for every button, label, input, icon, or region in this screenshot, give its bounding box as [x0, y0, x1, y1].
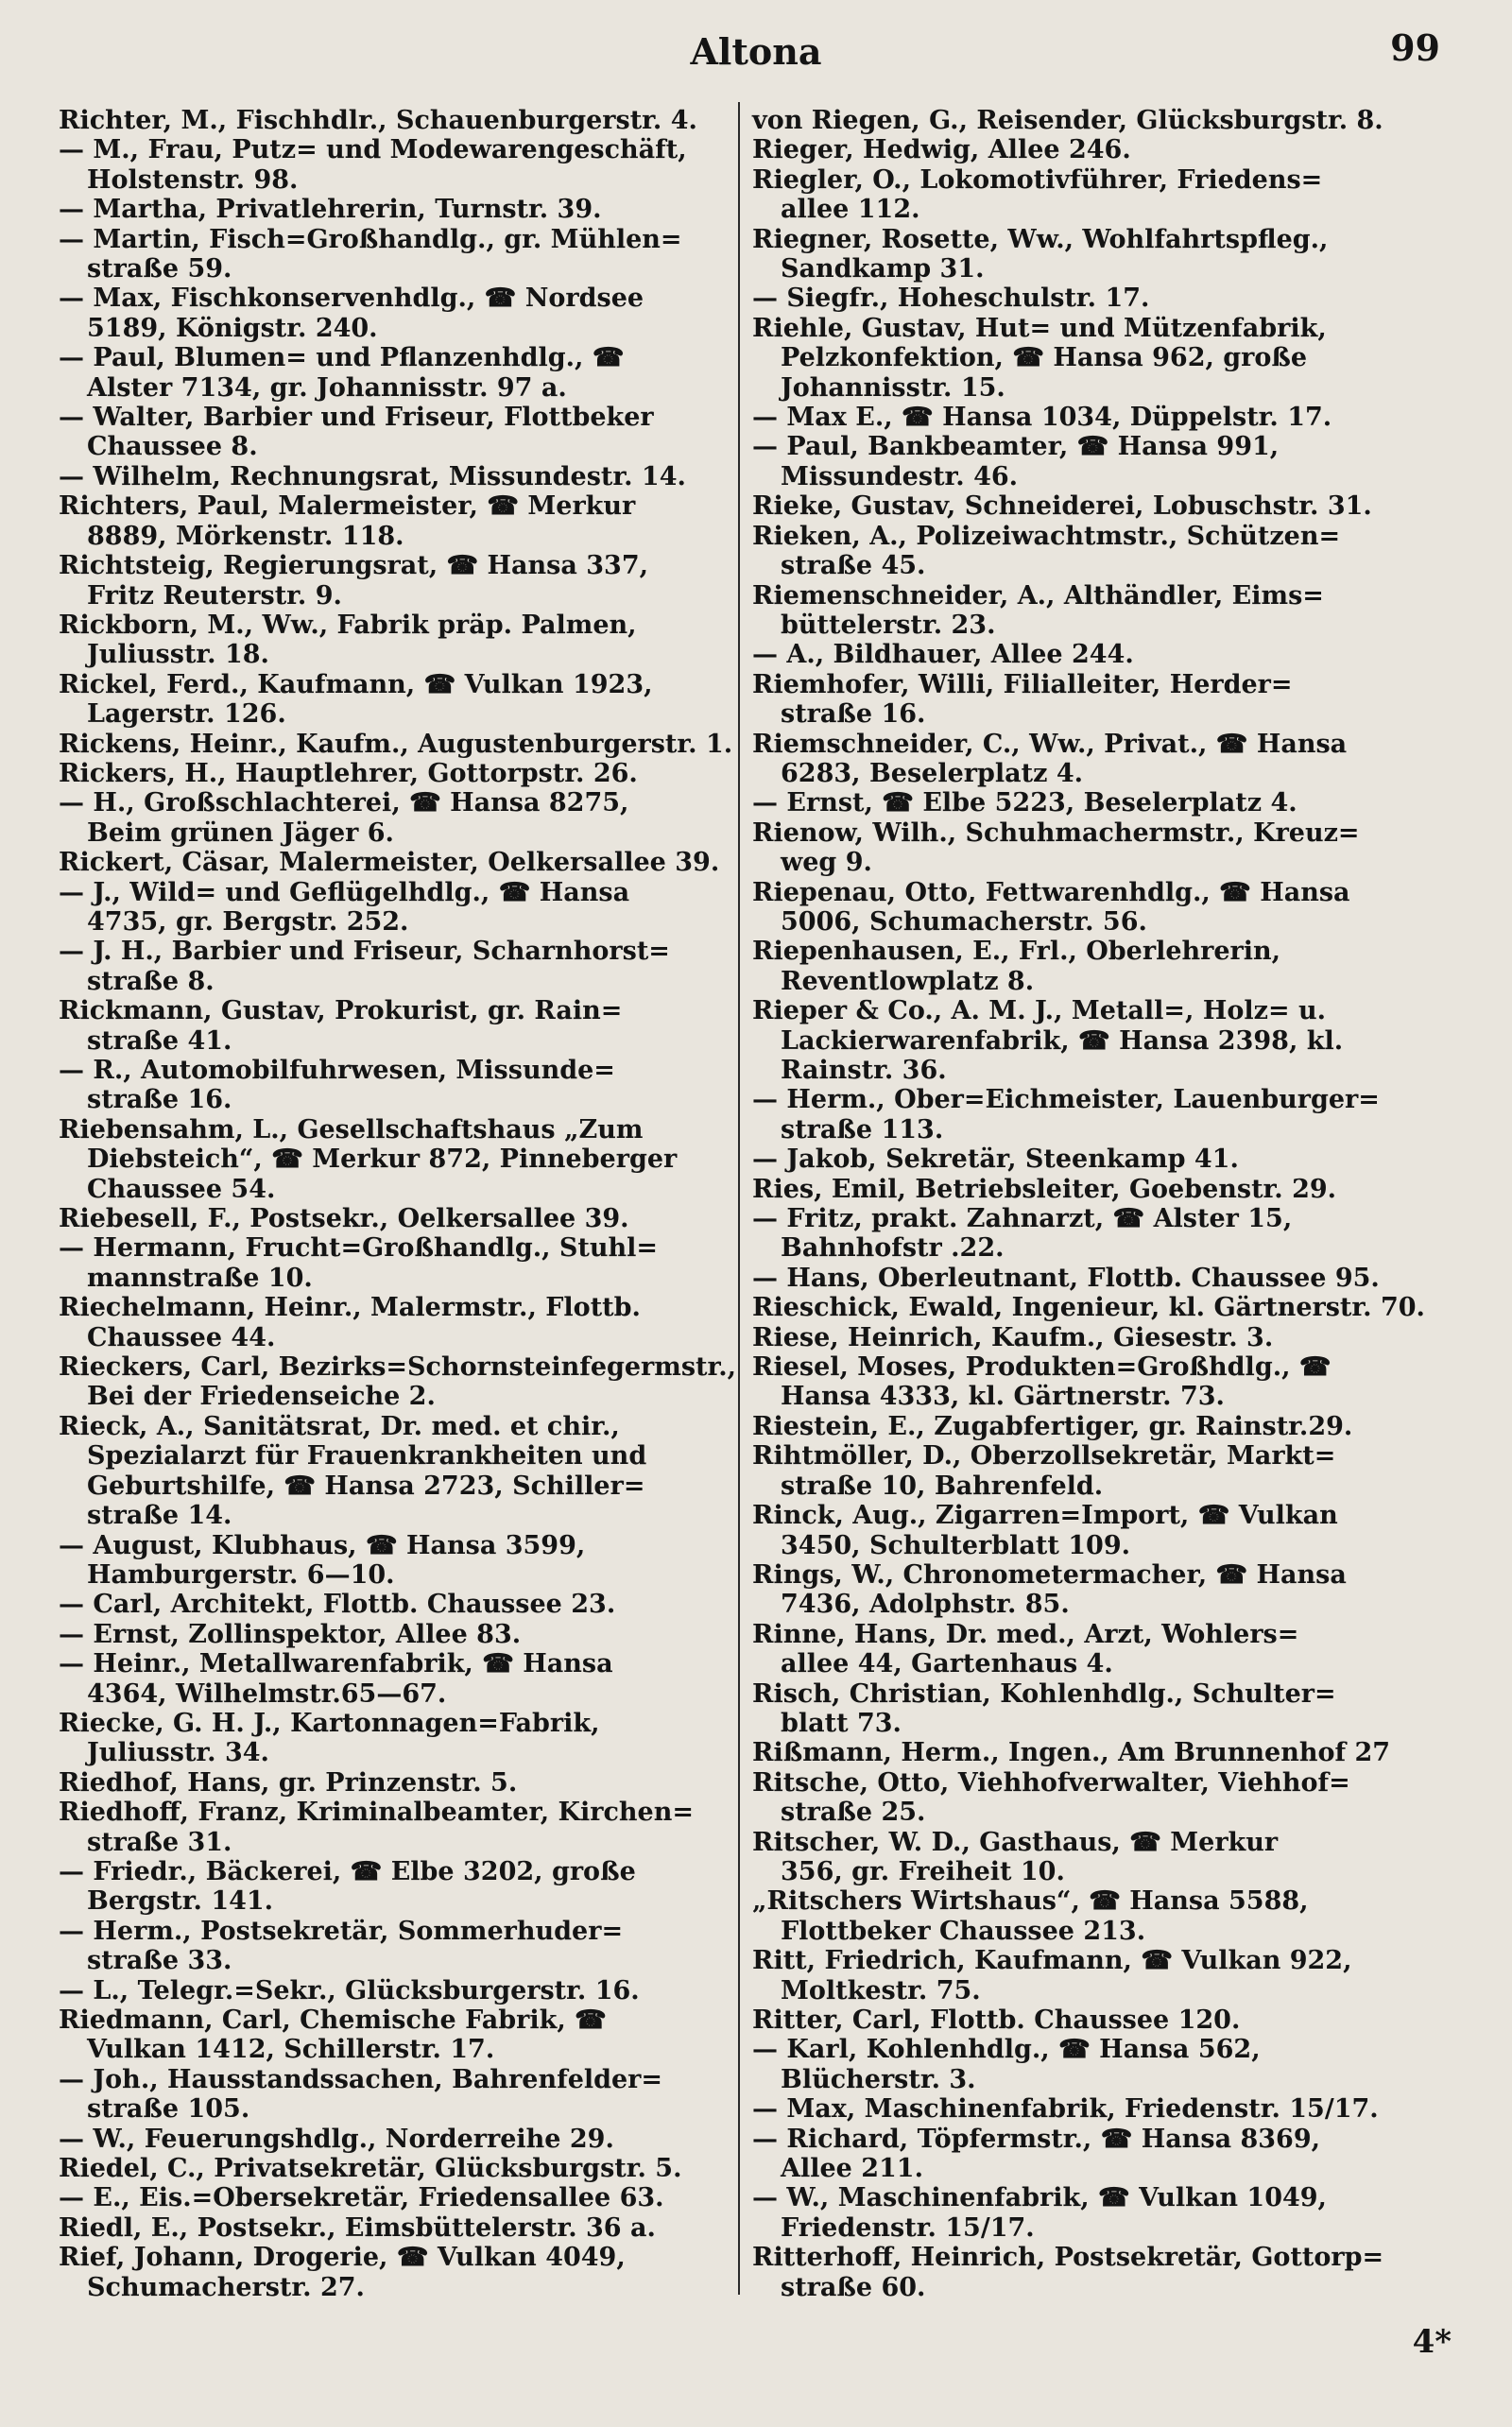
- entry-line: — W., Maschinenfabrik, ☎ Vulkan 1049,: [752, 2183, 1327, 2213]
- entry-line: straße 45.: [781, 551, 926, 581]
- entry-line: — Jakob, Sekretär, Steenkamp 41.: [752, 1145, 1239, 1175]
- directory-entry: [752, 1085, 1419, 1145]
- entry-line: Lagerstr. 126.: [87, 699, 286, 730]
- entry-line: Ritter, Carl, Flottb. Chaussee 120.: [752, 2005, 1241, 2035]
- entry-line: — H., Großschlachterei, ☎ Hansa 8275,: [59, 788, 629, 818]
- entry-line: — Richard, Töpfermstr., ☎ Hansa 8369,: [752, 2124, 1321, 2154]
- entry-line: Chaussee 44.: [87, 1322, 276, 1352]
- entry-line: straße 10, Bahrenfeld.: [781, 1471, 1104, 1501]
- entry-line: Bahnhofstr .22.: [781, 1233, 1005, 1264]
- directory-entry: [59, 937, 720, 996]
- entry-line: Diebsteich“, ☎ Merkur 872, Pinneberger: [87, 1145, 678, 1175]
- entry-line: Rickel, Ferd., Kaufmann, ☎ Vulkan 1923,: [59, 669, 653, 699]
- entry-line: Rihtmöller, D., Oberzollsekretär, Markt=: [752, 1441, 1336, 1472]
- directory-entry: [59, 1798, 720, 1857]
- directory-entry: [752, 996, 1419, 1085]
- directory-entry: [752, 1204, 1419, 1264]
- entry-line: Rienow, Wilh., Schuhmachermstr., Kreuz=: [752, 818, 1360, 848]
- entry-line: Rieschick, Ewald, Ingenieur, kl. Gärtnerstr. 70.: [752, 1293, 1425, 1323]
- entry-line: Fritz Reuterstr. 9.: [87, 580, 342, 611]
- directory-entry: [752, 2035, 1419, 2094]
- entry-line: — Paul, Bankbeamter, ☎ Hansa 991,: [752, 432, 1280, 462]
- directory-entry: [752, 1560, 1419, 1620]
- entry-line: — Karl, Kohlenhdlg., ☎ Hansa 562,: [752, 2035, 1261, 2065]
- directory-entry: [59, 2213, 720, 2243]
- entry-line: blatt 73.: [781, 1708, 902, 1738]
- entry-line: Ries, Emil, Betriebsleiter, Goebenstr. 29.: [752, 1174, 1337, 1204]
- entry-line: Riepenau, Otto, Fettwarenhdlg., ☎ Hansa: [752, 877, 1350, 907]
- entry-line: — Max, Maschinenfabrik, Friedenstr. 15/17.: [752, 2094, 1379, 2125]
- entry-line: Rieper & Co., A. M. J., Metall=, Holz= u.: [752, 996, 1326, 1026]
- entry-line: Hamburgerstr. 6—10.: [87, 1559, 395, 1590]
- directory-entry: [752, 788, 1419, 818]
- entry-line: Lackierwarenfabrik, ☎ Hansa 2398, kl.: [781, 1025, 1344, 1056]
- directory-entry: [59, 551, 720, 611]
- entry-line: — A., Bildhauer, Allee 244.: [752, 640, 1134, 670]
- entry-line: 4735, gr. Bergstr. 252.: [87, 906, 409, 937]
- entry-line: — Martin, Fisch=Großhandlg., gr. Mühlen=: [59, 224, 682, 254]
- column-divider: [738, 102, 740, 2295]
- entry-line: Spezialarzt für Frauenkrankheiten und: [87, 1441, 647, 1472]
- entry-line: — W., Feuerungshdlg., Norderreihe 29.: [59, 2124, 614, 2154]
- directory-entry: [752, 730, 1419, 789]
- entry-line: 6283, Beselerplatz 4.: [781, 758, 1084, 788]
- directory-entry: [59, 759, 720, 788]
- entry-line: Rinne, Hans, Dr. med., Arzt, Wohlers=: [752, 1619, 1299, 1649]
- entry-line: Ritsche, Otto, Viehhofverwalter, Viehhof=: [752, 1767, 1350, 1798]
- directory-entry: [59, 1352, 737, 1412]
- directory-entry: [59, 1115, 720, 1204]
- entry-line: — Herm., Ober=Eichmeister, Lauenburger=: [752, 1085, 1380, 1115]
- entry-line: 5006, Schumacherstr. 56.: [781, 906, 1147, 937]
- entry-line: Pelzkonfektion, ☎ Hansa 962, große: [781, 343, 1308, 373]
- entry-line: — Carl, Architekt, Flottb. Chaussee 23.: [59, 1590, 616, 1620]
- directory-entry: [59, 403, 720, 462]
- directory-entry: [59, 462, 720, 491]
- entry-line: Ritt, Friedrich, Kaufmann, ☎ Vulkan 922,: [752, 1946, 1352, 1976]
- entry-line: Juliusstr. 34.: [87, 1738, 269, 1768]
- entry-line: Richter, M., Fischhdlr., Schauenburgerstr. 4.: [59, 106, 697, 135]
- entry-line: — Max, Fischkonservenhdlg., ☎ Nordsee: [59, 284, 644, 314]
- entry-line: — Martha, Privatlehrerin, Turnstr. 39.: [59, 195, 602, 225]
- entry-line: Riesel, Moses, Produkten=Großhdlg., ☎: [752, 1352, 1332, 1383]
- directory-entry: [59, 1204, 720, 1233]
- entry-line: — J. H., Barbier und Friseur, Scharnhorst=: [59, 937, 670, 967]
- directory-entry: [59, 135, 720, 195]
- entry-line: Rickers, H., Hauptlehrer, Gottorpstr. 26.: [59, 758, 638, 788]
- directory-entry: [752, 106, 1419, 135]
- entry-line: allee 112.: [781, 195, 920, 225]
- entry-line: Riedl, E., Postsekr., Eimsbüttelerstr. 36 a.: [59, 2212, 656, 2243]
- directory-entry: [752, 2183, 1419, 2243]
- entry-line: Richtsteig, Regierungsrat, ☎ Hansa 337,: [59, 551, 649, 581]
- entry-line: Missundestr. 46.: [781, 461, 1019, 491]
- entry-line: Moltkestr. 75.: [781, 1975, 981, 2005]
- entry-line: Riecke, G. H. J., Kartonnagen=Fabrik,: [59, 1708, 600, 1738]
- entry-line: Rißmann, Herm., Ingen., Am Brunnenhof 27: [752, 1738, 1391, 1768]
- directory-entry: [59, 611, 720, 670]
- directory-entry: [59, 996, 720, 1056]
- entry-line: — Joh., Hausstandssachen, Bahrenfelder=: [59, 2064, 663, 2094]
- directory-entry: [752, 818, 1419, 878]
- entry-line: Reventlowplatz 8.: [781, 966, 1035, 996]
- directory-entry: [752, 432, 1419, 491]
- directory-entry: [752, 2005, 1419, 2035]
- entry-line: — Herm., Postsekretär, Sommerhuder=: [59, 1916, 624, 1946]
- entry-line: — Heinr., Metallwarenfabrik, ☎ Hansa: [59, 1649, 613, 1679]
- directory-entry: [752, 1620, 1419, 1679]
- entry-line: Friedenstr. 15/17.: [781, 2212, 1035, 2243]
- directory-entry: [752, 2094, 1419, 2124]
- entry-line: straße 25.: [781, 1798, 926, 1828]
- directory-entry: [59, 1709, 720, 1768]
- directory-entry: [59, 2183, 720, 2212]
- entry-line: Riegner, Rosette, Ww., Wohlfahrtspfleg.,: [752, 224, 1329, 254]
- entry-line: Rings, W., Chronometermacher, ☎ Hansa: [752, 1559, 1347, 1590]
- entry-line: Riepenhausen, E., Frl., Oberlehrerin,: [752, 937, 1281, 967]
- entry-line: Rickert, Cäsar, Malermeister, Oelkersallee 39.: [59, 848, 720, 878]
- entry-line: straße 41.: [87, 1025, 232, 1056]
- directory-entry: [752, 640, 1419, 669]
- entry-line: straße 33.: [87, 1946, 232, 1976]
- entry-line: Bergstr. 141.: [87, 1886, 274, 1917]
- directory-entry: [752, 1145, 1419, 1174]
- entry-line: Vulkan 1412, Schillerstr. 17.: [87, 2035, 495, 2065]
- directory-entry: [59, 491, 720, 551]
- directory-entry: [752, 1352, 1419, 1412]
- directory-entry: [59, 1056, 720, 1115]
- entry-line: — E., Eis.=Obersekretär, Friedensallee 63.: [59, 2183, 664, 2213]
- entry-line: Riedel, C., Privatsekretär, Glücksburgstr. 5.: [59, 2154, 682, 2184]
- entry-line: Rieken, A., Polizeiwachtmstr., Schützen=: [752, 521, 1341, 551]
- entry-line: straße 60.: [781, 2272, 926, 2302]
- entry-line: „Ritschers Wirtshaus“, ☎ Hansa 5588,: [752, 1886, 1309, 1917]
- directory-entry: [752, 403, 1419, 432]
- page-number: 99: [1390, 26, 1440, 69]
- directory-entry: [59, 2243, 720, 2302]
- entry-line: Riechelmann, Heinr., Malermstr., Flottb.: [59, 1293, 641, 1323]
- directory-entry: [752, 1264, 1419, 1293]
- directory-entry: [752, 1946, 1419, 2005]
- directory-entry: [59, 1857, 720, 1917]
- directory-entry: [59, 1649, 720, 1709]
- directory-entry: [59, 284, 720, 343]
- right-column: [752, 106, 1425, 2302]
- entry-line: straße 8.: [87, 966, 215, 996]
- page-header-title: Altona: [690, 30, 822, 73]
- directory-entry: [752, 581, 1419, 641]
- entry-line: straße 59.: [87, 254, 232, 284]
- entry-line: Risch, Christian, Kohlenhdlg., Schulter=: [752, 1678, 1336, 1709]
- directory-entry: [752, 1412, 1419, 1441]
- entry-line: von Riegen, G., Reisender, Glücksburgstr. 8.: [752, 106, 1383, 135]
- entry-line: Rickborn, M., Ww., Fabrik präp. Palmen,: [59, 610, 637, 640]
- entry-line: weg 9.: [781, 848, 872, 878]
- directory-entry: [59, 1768, 720, 1798]
- entry-line: — L., Telegr.=Sekr., Glücksburgerstr. 16.: [59, 1975, 640, 2005]
- directory-entry: [59, 1233, 720, 1293]
- directory-entry: [752, 284, 1419, 313]
- entry-line: straße 31.: [87, 1827, 232, 1857]
- directory-entry: [752, 878, 1419, 938]
- entry-line: Riedhoff, Franz, Kriminalbeamter, Kirchen=: [59, 1798, 694, 1828]
- directory-entry: [752, 1886, 1419, 1946]
- entry-line: allee 44, Gartenhaus 4.: [781, 1649, 1113, 1679]
- directory-entry: [752, 1441, 1419, 1501]
- entry-line: Rief, Johann, Drogerie, ☎ Vulkan 4049,: [59, 2243, 626, 2273]
- entry-line: Chaussee 54.: [87, 1174, 276, 1204]
- entry-line: — J., Wild= und Geflügelhdlg., ☎ Hansa: [59, 877, 630, 907]
- directory-entry: [59, 1976, 720, 2005]
- directory-entry: [59, 848, 720, 877]
- left-column: [59, 106, 737, 2302]
- directory-entry: [752, 1293, 1425, 1323]
- entry-line: Hansa 4333, kl. Gärtnerstr. 73.: [781, 1382, 1225, 1412]
- directory-entry: [752, 1175, 1419, 1204]
- entry-line: Riebensahm, L., Gesellschaftshaus „Zum: [59, 1114, 644, 1145]
- entry-line: 3450, Schulterblatt 109.: [781, 1530, 1131, 1560]
- entry-line: Schumacherstr. 27.: [87, 2272, 365, 2302]
- entry-line: Riemenschneider, A., Althändler, Eims=: [752, 580, 1324, 611]
- directory-entry: [59, 2125, 720, 2154]
- entry-line: straße 16.: [87, 1085, 232, 1115]
- entry-line: Ritterhoff, Heinrich, Postsekretär, Gottorp=: [752, 2243, 1384, 2273]
- entry-line: Allee 211.: [781, 2154, 923, 2184]
- entry-line: Rinck, Aug., Zigarren=Import, ☎ Vulkan: [752, 1501, 1338, 1531]
- entry-line: Rieckers, Carl, Bezirks=Schornsteinfegermstr.,: [59, 1352, 737, 1383]
- entry-line: Riebesell, F., Postsekr., Oelkersallee 39.: [59, 1204, 629, 1234]
- entry-line: Rieke, Gustav, Schneiderei, Lobuschstr. 31.: [752, 491, 1372, 522]
- directory-entry: [59, 2005, 720, 2065]
- directory-entry: [752, 1768, 1419, 1828]
- entry-line: Chaussee 8.: [87, 432, 258, 462]
- entry-line: Riemhofer, Willi, Filialleiter, Herder=: [752, 669, 1293, 699]
- entry-line: — R., Automobilfuhrwesen, Missunde=: [59, 1056, 615, 1085]
- directory-entry: [59, 1590, 720, 1619]
- entry-line: — Hans, Oberleutnant, Flottb. Chaussee 95.: [752, 1263, 1380, 1293]
- directory-entry: [752, 522, 1419, 581]
- directory-entry: [752, 2243, 1419, 2302]
- entry-line: — August, Klubhaus, ☎ Hansa 3599,: [59, 1530, 586, 1560]
- directory-entry: [752, 225, 1419, 284]
- entry-line: 356, gr. Freiheit 10.: [781, 1856, 1065, 1886]
- directory-entry: [59, 2065, 720, 2125]
- entry-line: 8889, Mörkenstr. 118.: [87, 521, 404, 551]
- entry-line: Riemschneider, C., Ww., Privat., ☎ Hansa: [752, 729, 1348, 759]
- entry-line: — Wilhelm, Rechnungsrat, Missundestr. 14.: [59, 461, 686, 491]
- directory-entry: [752, 1501, 1419, 1560]
- entry-line: Richters, Paul, Malermeister, ☎ Merkur: [59, 491, 636, 522]
- directory-entry: [752, 165, 1419, 225]
- directory-entry: [59, 788, 720, 848]
- entry-line: — Max E., ☎ Hansa 1034, Düppelstr. 17.: [752, 403, 1332, 433]
- entry-line: — Fritz, prakt. Zahnarzt, ☎ Alster 15,: [752, 1204, 1293, 1234]
- directory-entry: [59, 225, 720, 284]
- entry-line: Riedmann, Carl, Chemische Fabrik, ☎: [59, 2005, 607, 2035]
- directory-entry: [59, 1620, 720, 1649]
- directory-entry: [59, 1531, 720, 1591]
- directory-entry: [752, 2125, 1419, 2184]
- entry-line: straße 105.: [87, 2094, 250, 2125]
- entry-line: — Hermann, Frucht=Großhandlg., Stuhl=: [59, 1233, 659, 1264]
- directory-entry: [752, 670, 1419, 730]
- entry-line: 5189, Königstr. 240.: [87, 313, 378, 343]
- entry-line: Riehle, Gustav, Hut= und Mützenfabrik,: [752, 313, 1327, 343]
- entry-line: Rieger, Hedwig, Allee 246.: [752, 135, 1131, 165]
- directory-entry: [752, 314, 1419, 403]
- directory-entry: [752, 491, 1419, 521]
- entry-line: büttelerstr. 23.: [781, 610, 996, 640]
- entry-line: Juliusstr. 18.: [87, 640, 269, 670]
- directory-entry: [752, 937, 1419, 996]
- directory-entry: [59, 670, 720, 730]
- directory-entry: [59, 2154, 720, 2183]
- entry-line: Ritscher, W. D., Gasthaus, ☎ Merkur: [752, 1827, 1279, 1857]
- entry-line: Rickens, Heinr., Kaufm., Augustenburgerstr. 1.: [59, 729, 733, 759]
- entry-line: — Ernst, ☎ Elbe 5223, Beselerplatz 4.: [752, 788, 1297, 818]
- entry-line: Geburtshilfe, ☎ Hansa 2723, Schiller=: [87, 1471, 645, 1501]
- entry-line: Holstenstr. 98.: [87, 164, 299, 195]
- entry-line: Blücherstr. 3.: [781, 2064, 976, 2094]
- directory-entry: [59, 1917, 720, 1976]
- directory-entry: [59, 343, 720, 403]
- directory-entry: [59, 1412, 720, 1531]
- entry-line: Beim grünen Jäger 6.: [87, 818, 394, 848]
- entry-line: — Ernst, Zollinspektor, Allee 83.: [59, 1619, 522, 1649]
- directory-entry: [59, 106, 720, 135]
- entry-line: — Friedr., Bäckerei, ☎ Elbe 3202, große: [59, 1856, 636, 1886]
- entry-line: — Walter, Barbier und Friseur, Flottbeker: [59, 403, 654, 433]
- entry-line: — M., Frau, Putz= und Modewarengeschäft,: [59, 135, 687, 165]
- entry-line: Alster 7134, gr. Johannisstr. 97 a.: [87, 372, 567, 403]
- directory-entry: [59, 1293, 720, 1352]
- entry-line: Bei der Friedenseiche 2.: [87, 1382, 436, 1412]
- entry-line: 4364, Wilhelmstr.65—67.: [87, 1678, 447, 1709]
- directory-entry: [59, 878, 720, 938]
- entry-line: Flottbeker Chaussee 213.: [781, 1916, 1146, 1946]
- sheet-signature: 4*: [1412, 2323, 1452, 2361]
- directory-entry: [752, 1323, 1419, 1352]
- entry-line: — Siegfr., Hoheschulstr. 17.: [752, 284, 1150, 314]
- entry-line: Riegler, O., Lokomotivführer, Friedens=: [752, 164, 1323, 195]
- entry-line: Rickmann, Gustav, Prokurist, gr. Rain=: [59, 996, 623, 1026]
- directory-entry: [59, 195, 720, 224]
- entry-line: 7436, Adolphstr. 85.: [781, 1590, 1070, 1620]
- directory-entry: [59, 729, 733, 759]
- directory-entry: [752, 1738, 1419, 1767]
- directory-entry: [752, 135, 1419, 164]
- entry-line: straße 14.: [87, 1501, 232, 1531]
- entry-line: Riese, Heinrich, Kaufm., Giesestr. 3.: [752, 1322, 1274, 1352]
- entry-line: mannstraße 10.: [87, 1263, 313, 1293]
- entry-line: Riedhof, Hans, gr. Prinzenstr. 5.: [59, 1767, 518, 1798]
- directory-entry: [752, 1679, 1419, 1739]
- directory-entry: [752, 1828, 1419, 1887]
- entry-line: — Paul, Blumen= und Pflanzenhdlg., ☎: [59, 343, 625, 373]
- entry-line: Johannisstr. 15.: [781, 372, 1005, 403]
- entry-line: straße 113.: [781, 1114, 944, 1145]
- entry-line: Rainstr. 36.: [781, 1056, 947, 1085]
- entry-line: Riestein, E., Zugabfertiger, gr. Rainstr.29.: [752, 1411, 1353, 1441]
- entry-line: Rieck, A., Sanitätsrat, Dr. med. et chir.,: [59, 1411, 620, 1441]
- entry-line: Sandkamp 31.: [781, 254, 985, 284]
- entry-line: straße 16.: [781, 699, 926, 730]
